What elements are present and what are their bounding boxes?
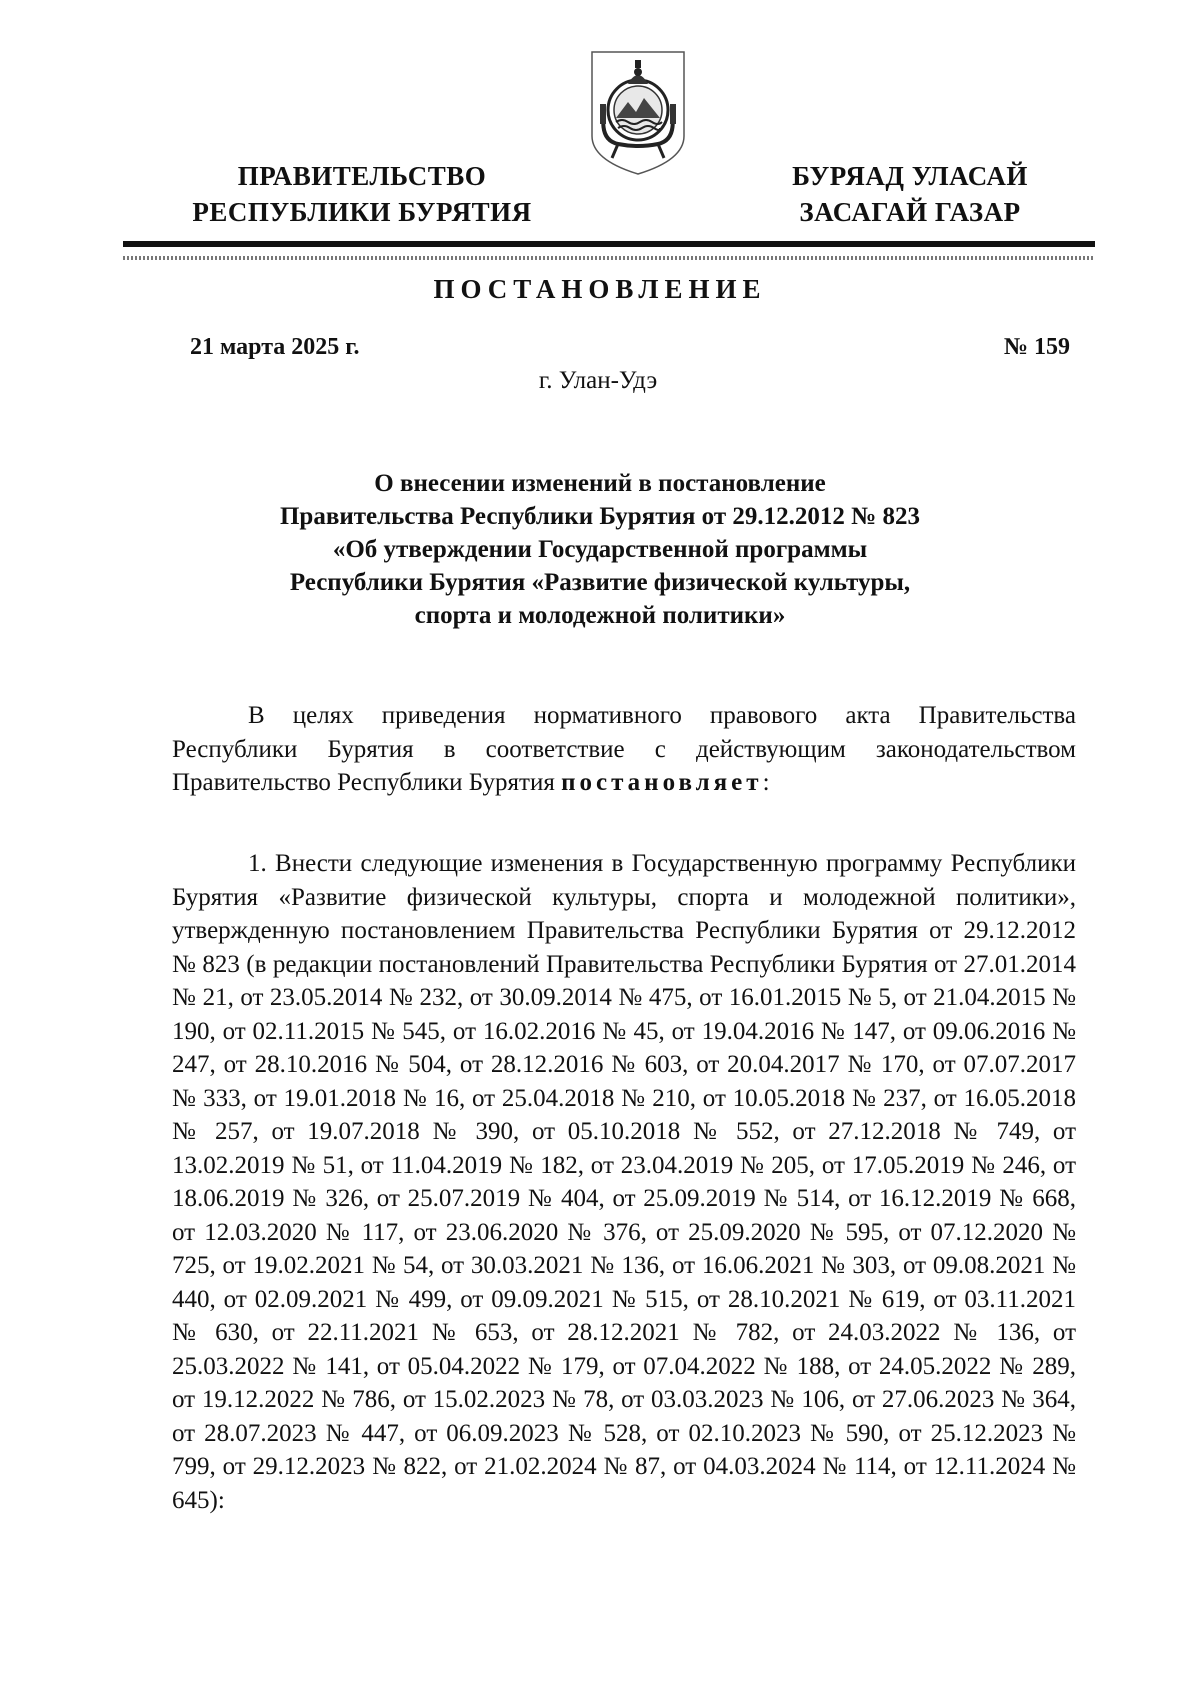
- title-line: О внесении изменений в постановление: [374, 470, 826, 497]
- document-city: г. Улан-Удэ: [538, 367, 658, 394]
- document-number: № 159: [1003, 334, 1070, 360]
- org-name-russian: [152, 158, 572, 230]
- item-1-paragraph: [172, 847, 1076, 1517]
- header-divider-thin: [123, 256, 1095, 260]
- org-name-buryat: [760, 158, 1060, 230]
- org-name-buryat-line2: ЗАСАГАЙ ГАЗАР: [799, 197, 1021, 227]
- org-name-buryat-line1: БУРЯАД УЛАСАЙ: [792, 161, 1028, 191]
- title-line: спорта и молодежной политики»: [414, 602, 786, 629]
- title-line: Правительства Республики Бурятия от 29.12.2012 № 823: [279, 503, 920, 530]
- org-name-russian-line2: РЕСПУБЛИКИ БУРЯТИЯ: [192, 197, 532, 227]
- title-line: Республики Бурятия «Развитие физической культуры,: [289, 569, 911, 596]
- org-name-russian-line1: ПРАВИТЕЛЬСТВО: [237, 161, 487, 191]
- item-1-text: 1. Внести следующие изменения в Государственную программу Республики Бурятия «Развитие физической культуры, спорта и молодежной политики», утвержденную постановлением Правительства Республики Бурятия от 29.12.2012 № 823 (в редакции постановлений Правительства Республики Бурятия от 27.01.2014 № 21, от 23.05.2014 № 232, от 30.09.2014 № 475, от 16.01.2015 № 5, от 21.04.2015 № 190, от 02.11.2015 № 545, от 16.02.2016 № 45, от 19.04.2016 № 147, от 09.06.2016 № 247, от 28.10.2016 № 504, от 28.12.2016 № 603, от 20.04.2017 № 170, от 07.07.2017 № 333, от 19.01.2018 № 16, от 25.04.2018 № 210, от 10.05.2018 № 237, от 16.05.2018 № 257, от 19.07.2018 № 390, от 05.10.2018 № 552, от 27.12.2018 № 749, от 13.02.2019 № 51, от 11.04.2019 № 182, от 23.04.2019 № 205, от 17.05.2019 № 246, от 18.06.2019 № 326, от 25.07.2019 № 404, от 25.09.2019 № 514, от 16.12.2019 № 668, от 12.03.2020 № 117, от 23.06.2020 № 376, от 25.09.2020 № 595, от 07.12.2020 № 725, от 19.02.2021 № 54, от 30.03.2021 № 136, от 16.06.2021 № 303, от 09.08.2021 № 440, от 02.09.2021 № 499, от 09.09.2021 № 515, от 28.10.2021 № 619, от 03.11.2021 № 630, от 22.11.2021 № 653, от 28.12.2021 № 782, от 24.03.2022 № 136, от 25.03.2022 № 141, от 05.04.2022 № 179, от 07.04.2022 № 188, от 24.05.2022 № 289, от 19.12.2022 № 786, от 15.02.2023 № 78, от 03.03.2023 № 106, от 27.06.2023 № 364, от 28.07.2023 № 447, от 06.09.2023 № 528, от 02.10.2023 № 590, от 25.12.2023 № 799, от 29.12.2023 № 822, от 21.02.2024 № 87, от 04.03.2024 № 114, от 12.11.2024 № 645):: [172, 850, 1076, 1514]
- preamble-end: :: [762, 769, 770, 796]
- header-divider-thick: [123, 241, 1095, 247]
- preamble-text: В целях приведения нормативного правового акта Правительства Республики Бурятия в соответствие с действующим законодательством Правительство Республики Бурятия: [172, 702, 1076, 796]
- document-type: ПОСТАНОВЛЕНИЕ: [433, 274, 767, 304]
- document-title: [150, 467, 1050, 632]
- coat-of-arms-icon: [588, 48, 688, 178]
- preamble-keyword: постановляет: [561, 769, 763, 796]
- document-date: 21 марта 2025 г.: [190, 334, 360, 360]
- preamble-paragraph: [172, 699, 1076, 800]
- title-line: «Об утверждении Государственной программы: [332, 536, 868, 563]
